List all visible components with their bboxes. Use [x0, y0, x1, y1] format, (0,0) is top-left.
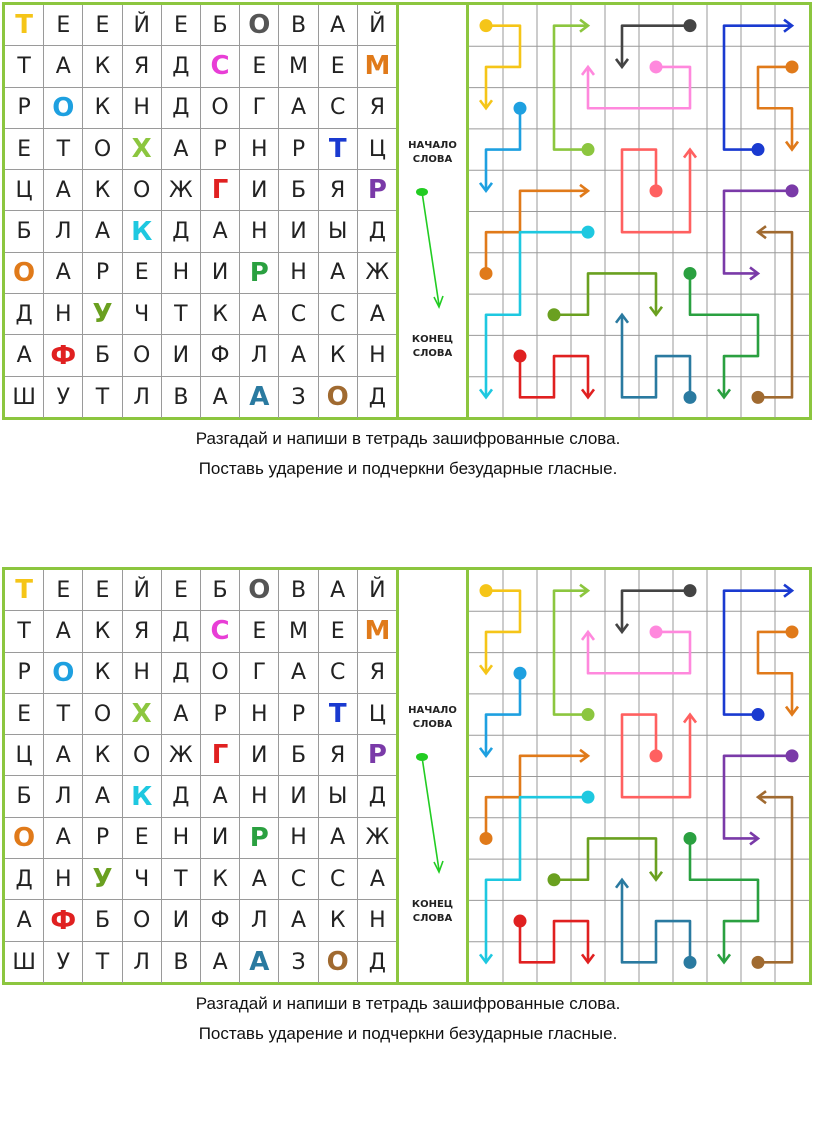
grid-cell: Ц — [358, 129, 397, 170]
grid-cell: О — [240, 570, 279, 611]
grid-cell: Л — [123, 377, 162, 418]
grid-cell: А — [240, 942, 279, 983]
grid-cell: В — [279, 5, 318, 46]
grid-cell: О — [319, 377, 358, 418]
grid-cell: Я — [123, 611, 162, 652]
grid-cell: Д — [162, 211, 201, 252]
grid-cell: Т — [162, 294, 201, 335]
grid-cell: К — [83, 46, 122, 87]
grid-cell: Р — [83, 253, 122, 294]
grid-cell: О — [201, 653, 240, 694]
grid-cell: А — [5, 900, 44, 941]
grid-cell: А — [279, 88, 318, 129]
grid-cell: А — [44, 611, 83, 652]
grid-cell: Л — [44, 776, 83, 817]
grid-cell: Л — [240, 335, 279, 376]
grid-cell: С — [319, 859, 358, 900]
grid-cell: О — [44, 653, 83, 694]
grid-cell: Е — [5, 129, 44, 170]
grid-cell: О — [123, 170, 162, 211]
grid-cell: К — [83, 653, 122, 694]
grid-cell: А — [44, 46, 83, 87]
grid-cell: А — [5, 335, 44, 376]
grid-cell: Н — [123, 653, 162, 694]
grid-cell: Н — [358, 900, 397, 941]
grid-cell: А — [44, 735, 83, 776]
legend-end-label: КОНЕЦ СЛОВА — [411, 334, 454, 359]
grid-cell: Н — [240, 211, 279, 252]
grid-cell: А — [162, 129, 201, 170]
grid-cell: А — [162, 694, 201, 735]
grid-cell: Я — [319, 735, 358, 776]
grid-cell: В — [162, 942, 201, 983]
grid-cell: А — [319, 570, 358, 611]
grid-cell: Р — [201, 694, 240, 735]
grid-cell: Л — [44, 211, 83, 252]
grid-cell: Р — [279, 129, 318, 170]
grid-cell: Ж — [358, 253, 397, 294]
grid-cell: И — [240, 735, 279, 776]
grid-cell: Д — [162, 611, 201, 652]
grid-cell: Т — [83, 942, 122, 983]
grid-cell: К — [319, 335, 358, 376]
grid-cell: Н — [358, 335, 397, 376]
grid-cell: Л — [123, 942, 162, 983]
grid-cell: Б — [201, 570, 240, 611]
grid-cell: Ф — [201, 900, 240, 941]
grid-cell: Е — [44, 5, 83, 46]
grid-cell: Р — [358, 735, 397, 776]
grid-cell: М — [358, 46, 397, 87]
grid-cell: О — [201, 88, 240, 129]
grid-cell: О — [5, 253, 44, 294]
grid-cell: Б — [279, 170, 318, 211]
grid-cell: К — [83, 88, 122, 129]
grid-cell: Г — [201, 170, 240, 211]
grid-cell: Д — [368, 384, 386, 410]
grid-cell: Т — [162, 859, 201, 900]
legend — [399, 570, 466, 983]
grid-cell: Ы — [319, 211, 358, 252]
grid-cell: А — [358, 294, 397, 335]
grid-cell: О — [123, 735, 162, 776]
grid-cell: К — [319, 900, 358, 941]
grid-cell: Д — [5, 859, 44, 900]
grid-cell: Р — [279, 694, 318, 735]
grid-cell: Р — [83, 818, 122, 859]
grid-cell: Ф — [44, 900, 83, 941]
grid-cell: З — [279, 377, 318, 418]
grid-cell: Ф — [201, 335, 240, 376]
grid-cell: Я — [319, 170, 358, 211]
legend — [399, 5, 466, 418]
grid-cell: Б — [5, 211, 44, 252]
grid-cell: А — [319, 253, 358, 294]
grid-cell: И — [201, 253, 240, 294]
legend-start-label: НАЧАЛО СЛОВА — [408, 705, 457, 730]
grid-cell: Е — [319, 611, 358, 652]
grid-cell: Р — [358, 170, 397, 211]
grid-cell: А — [319, 818, 358, 859]
grid-cell: К — [83, 611, 122, 652]
grid-cell: И — [162, 900, 201, 941]
grid-cell: С — [319, 88, 358, 129]
grid-cell: Н — [44, 859, 83, 900]
grid-cell: О — [83, 694, 122, 735]
worksheet-top — [0, 0, 816, 478]
grid-cell: Л — [240, 900, 279, 941]
grid-cell: Д — [162, 653, 201, 694]
grid-cell: К — [123, 211, 162, 252]
grid-cell: Н — [240, 776, 279, 817]
grid-cell: Г — [240, 653, 279, 694]
grid-cell: Ч — [123, 294, 162, 335]
grid-cell: Е — [240, 611, 279, 652]
grid-cell: Ж — [358, 818, 397, 859]
grid-cell: Н — [162, 818, 201, 859]
grid-cell: Р — [5, 88, 44, 129]
grid-cell: А — [201, 377, 240, 418]
grid-cell: И — [240, 170, 279, 211]
grid-cell: Н — [240, 694, 279, 735]
grid-cell: А — [201, 942, 240, 983]
grid-cell: А — [44, 170, 83, 211]
grid-cell: Т — [5, 5, 44, 46]
grid-cell: А — [240, 377, 279, 418]
grid-cell: К — [83, 735, 122, 776]
letter-grid — [5, 570, 397, 983]
grid-cell: Д — [162, 88, 201, 129]
grid-cell: Б — [279, 735, 318, 776]
grid-cell: Т — [44, 694, 83, 735]
grid-cell: С — [279, 859, 318, 900]
grid-cell: Й — [358, 570, 397, 611]
grid-cell: С — [201, 611, 240, 652]
grid-cell: Т — [319, 129, 358, 170]
grid-cell: Ц — [358, 694, 397, 735]
grid-cell: Й — [123, 5, 162, 46]
grid-cell: А — [279, 335, 318, 376]
grid-cell: У — [44, 942, 83, 983]
legend-end-label: КОНЕЦ СЛОВА — [411, 899, 454, 924]
grid-cell: О — [319, 942, 358, 983]
grid-cell: Г — [201, 735, 240, 776]
grid-cell: В — [279, 570, 318, 611]
instruction-line-1: Разгадай и напиши в тетрадь зашифрованные слова. — [195, 429, 621, 448]
grid-cell: Н — [44, 294, 83, 335]
grid-cell: Ф — [44, 335, 83, 376]
grid-cell: К — [201, 294, 240, 335]
grid-cell: М — [358, 611, 397, 652]
grid-cell: Б — [83, 335, 122, 376]
grid-cell: Н — [162, 253, 201, 294]
grid-cell: Е — [83, 570, 122, 611]
instruction-line-1: Разгадай и напиши в тетрадь зашифрованные слова. — [195, 994, 621, 1013]
grid-cell: О — [123, 900, 162, 941]
grid-cell: Р — [5, 653, 44, 694]
grid-cell: С — [201, 46, 240, 87]
grid-cell: Ж — [162, 735, 201, 776]
grid-cell: Т — [44, 129, 83, 170]
grid-cell: О — [44, 88, 83, 129]
grid-cell: Х — [123, 694, 162, 735]
instruction-line-2: Поставь ударение и подчеркни безударные гласные. — [198, 1024, 618, 1043]
grid-cell: Д — [162, 46, 201, 87]
grid-cell: А — [358, 859, 397, 900]
grid-cell: У — [44, 377, 83, 418]
grid-cell: А — [44, 253, 83, 294]
grid-cell: А — [240, 859, 279, 900]
grid-cell: А — [201, 776, 240, 817]
legend-start-label: НАЧАЛО СЛОВА — [408, 140, 457, 165]
grid-cell: А — [279, 900, 318, 941]
grid-cell: Д — [358, 211, 397, 252]
grid-cell: О — [240, 5, 279, 46]
grid-cell: Д — [5, 294, 44, 335]
path-maze — [469, 5, 809, 418]
grid-cell: Ы — [319, 776, 358, 817]
grid-cell: Я — [123, 46, 162, 87]
grid-cell: С — [319, 294, 358, 335]
grid-cell: Е — [44, 570, 83, 611]
grid-cell: Ш — [5, 377, 44, 418]
grid-cell: А — [83, 211, 122, 252]
grid-cell: К — [123, 776, 162, 817]
grid-cell: Б — [5, 776, 44, 817]
grid-cell: Й — [123, 570, 162, 611]
grid-cell: О — [123, 335, 162, 376]
grid-cell: А — [279, 653, 318, 694]
grid-cell: Д — [162, 776, 201, 817]
grid-cell: Р — [240, 818, 279, 859]
grid-cell: Д — [358, 776, 397, 817]
grid-cell: Я — [358, 88, 397, 129]
worksheet-bottom — [0, 565, 816, 1043]
grid-cell: А — [240, 294, 279, 335]
grid-cell: У — [83, 859, 122, 900]
grid-cell: К — [201, 859, 240, 900]
grid-cell: Я — [358, 653, 397, 694]
grid-cell: С — [279, 294, 318, 335]
grid-cell: К — [83, 170, 122, 211]
grid-cell: А — [201, 211, 240, 252]
grid-cell: Ц — [5, 170, 44, 211]
grid-cell: Т — [319, 694, 358, 735]
letter-grid — [5, 5, 397, 418]
path-maze — [469, 570, 809, 983]
grid-cell: Б — [201, 5, 240, 46]
grid-cell: Р — [201, 129, 240, 170]
grid-cell: А — [319, 5, 358, 46]
grid-cell: С — [319, 653, 358, 694]
grid-cell: Е — [123, 818, 162, 859]
instruction-line-2: Поставь ударение и подчеркни безударные гласные. — [198, 459, 618, 478]
grid-cell: Р — [240, 253, 279, 294]
grid-cell: Н — [279, 253, 318, 294]
grid-cell: И — [279, 211, 318, 252]
grid-cell: Г — [240, 88, 279, 129]
grid-cell: Е — [162, 570, 201, 611]
grid-cell: Д — [368, 949, 386, 975]
grid-cell: И — [201, 818, 240, 859]
grid-cell: Ш — [5, 942, 44, 983]
grid-cell: И — [162, 335, 201, 376]
grid-cell: Т — [5, 46, 44, 87]
grid-cell: Й — [358, 5, 397, 46]
grid-cell: Е — [123, 253, 162, 294]
grid-cell: Е — [319, 46, 358, 87]
grid-cell: А — [44, 818, 83, 859]
grid-cell: Х — [123, 129, 162, 170]
grid-cell: М — [279, 611, 318, 652]
grid-cell: З — [279, 942, 318, 983]
grid-cell: Е — [83, 5, 122, 46]
grid-cell: Н — [123, 88, 162, 129]
grid-cell: А — [83, 776, 122, 817]
grid-cell: Т — [5, 611, 44, 652]
grid-cell: О — [5, 818, 44, 859]
grid-cell: Т — [5, 570, 44, 611]
grid-cell: И — [279, 776, 318, 817]
grid-cell: Е — [5, 694, 44, 735]
grid-cell: Т — [83, 377, 122, 418]
grid-cell: Н — [279, 818, 318, 859]
grid-cell: Е — [240, 46, 279, 87]
grid-cell: Е — [162, 5, 201, 46]
grid-cell: Н — [240, 129, 279, 170]
grid-cell: В — [162, 377, 201, 418]
grid-cell: Ч — [123, 859, 162, 900]
grid-cell: Ц — [5, 735, 44, 776]
grid-cell: Б — [83, 900, 122, 941]
grid-cell: У — [83, 294, 122, 335]
grid-cell: Ж — [162, 170, 201, 211]
grid-cell: М — [279, 46, 318, 87]
grid-cell: О — [83, 129, 122, 170]
